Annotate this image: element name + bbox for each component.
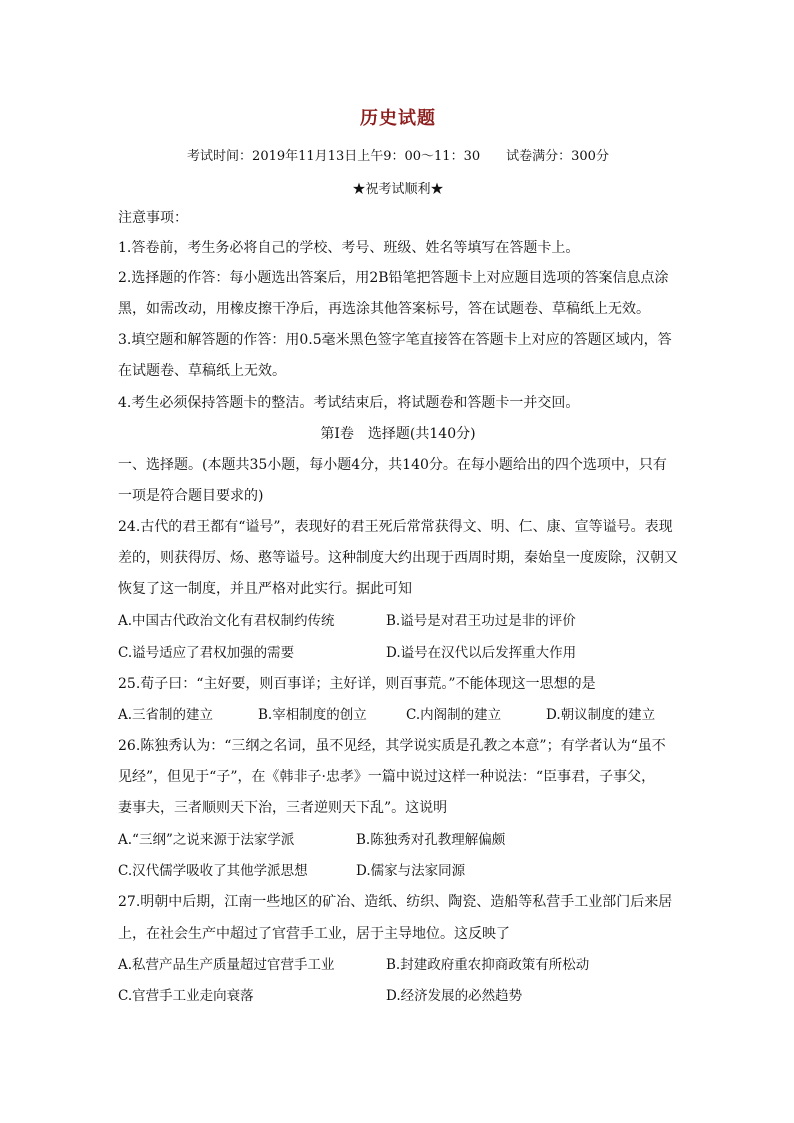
q26-stem-line-1: 26.陈独秀认为：“三纲之名词，虽不见经，其学说实质是孔教之本意”；有学者认为“虽不	[118, 738, 666, 754]
exam-time: 考试时间：2019年11月13日上午9：00～11：30	[187, 149, 481, 164]
q25-option-c: C.内阁制的建立	[406, 707, 502, 723]
note-2-line-1: 2.选择题的作答：每小题选出答案后，用2B铅笔把答题卡上对应题目选项的答案信息点涂	[118, 270, 669, 286]
blessing-text: ★祝考试顺利★	[352, 182, 444, 197]
q25-option-a: A.三省制的建立	[118, 707, 214, 723]
q26-option-d: D.儒家与法家同源	[356, 863, 466, 879]
q24-option-b: B.谥号是对君王功过是非的评价	[386, 613, 576, 629]
q27-stem-line-2: 上，在社会生产中超过了官营手工业，居于主导地位。这反映了	[118, 926, 510, 942]
q25-option-d: D.朝议制度的建立	[546, 707, 656, 723]
q27-option-b: B.封建政府重农抑商政策有所松动	[386, 957, 590, 973]
note-4: 4.考生必须保持答题卡的整洁。考试结束后，将试题卷和答题卡一并交回。	[118, 395, 580, 411]
q25-option-b: B.宰相制度的创立	[258, 707, 367, 723]
exam-meta	[118, 145, 678, 164]
note-1: 1.答卷前，考生务必将自己的学校、考号、班级、姓名等填写在答题卡上。	[118, 240, 580, 256]
q27-option-a: A.私营产品生产质量超过官营手工业	[118, 957, 335, 973]
full-score: 试卷满分：300分	[506, 149, 609, 164]
note-3-line-1: 3.填空题和解答题的作答：用0.5毫米黑色签字笔直接答在答题卡上对应的答题区域内，答	[118, 332, 672, 348]
section-intro-line-2: 一项是符合题目要求的)	[118, 488, 264, 504]
q24-stem-line-2: 差的，则获得厉、炀、憨等谥号。这种制度大约出现于西周时期，秦始皇一度废除，汉朝又	[118, 550, 678, 566]
section-intro-line-1: 一、选择题。(本题共35小题，每小题4分，共140分。在每小题给出的四个选项中，只有	[118, 457, 667, 473]
q26-option-b: B.陈独秀对孔教理解偏颇	[356, 832, 506, 848]
page-title: 历史试题	[360, 108, 436, 129]
q24-stem-line-1: 24.古代的君王都有“谥号”，表现好的君王死后常常获得文、明、仁、康、宣等谥号。表现	[118, 519, 673, 535]
q24-option-d: D.谥号在汉代以后发挥重大作用	[386, 645, 577, 661]
q27-stem-line-1: 27.明朝中后期，江南一些地区的矿冶、造纸、纺织、陶瓷、造船等私营手工业部门后来居	[118, 894, 673, 910]
section-title: 第Ⅰ卷 选择题(共140分)	[320, 426, 476, 442]
q27-option-d: D.经济发展的必然趋势	[386, 988, 523, 1004]
q25-stem-line-1: 25.荀子曰：“主好要，则百事详；主好详，则百事荒。”不能体现这一思想的是	[118, 676, 596, 692]
q24-stem-line-3: 恢复了这一制度，并且严格对此实行。据此可知	[118, 581, 412, 597]
q26-stem-line-2: 见经”，但见于“子”，在《韩非子·忠孝》一篇中说过这样一种说法：“臣事君，子事父，	[118, 769, 656, 785]
q27-option-c: C.官营手工业走向衰落	[118, 988, 254, 1004]
q26-option-a: A.“三纲”之说来源于法家学派	[118, 832, 295, 848]
note-2-line-2: 黑，如需改动，用橡皮擦干净后，再选涂其他答案标号，答在试题卷、草稿纸上无效。	[118, 301, 650, 317]
q26-option-c: C.汉代儒学吸收了其他学派思想	[118, 863, 308, 879]
note-3-line-2: 在试题卷、草稿纸上无效。	[118, 363, 286, 379]
notes-heading: 注意事项：	[118, 210, 188, 226]
q24-option-a: A.中国古代政治文化有君权制约传统	[118, 613, 335, 629]
q26-stem-line-3: 妻事夫，三者顺则天下治，三者逆则天下乱”。这说明	[118, 800, 448, 816]
q24-option-c: C.谥号适应了君权加强的需要	[118, 645, 295, 661]
